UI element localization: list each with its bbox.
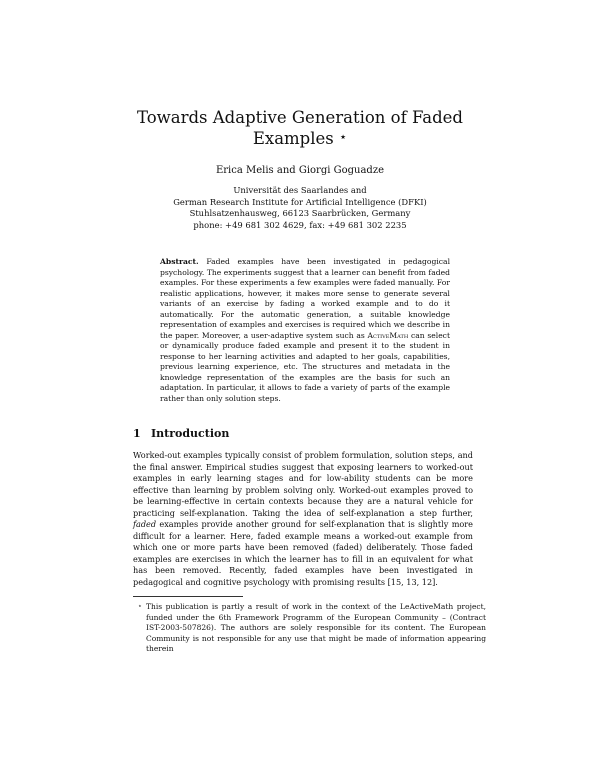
author-names: Erica Melis and Giorgi Goguadze bbox=[215, 165, 385, 176]
intro-text-2: examples provide another ground for self-explanation that is slightly more difficult for a learner. Here, faded example means a worked-out example from which one or more parts have been removed (faded) deliberately. Those faded examples are exercises in which the learner has to fill in an equivalent for what has been removed. Recently, faded examples have been investigated in pedagogical and cognitive psychology with promising results [15, 13, 12]. bbox=[133, 519, 473, 587]
footnote-mark: ⋆ bbox=[137, 602, 142, 610]
footnote bbox=[133, 601, 486, 655]
section-heading-introduction bbox=[133, 427, 473, 440]
title-line-2 bbox=[120, 128, 480, 149]
footnote-text: This publication is partly a result of work in the context of the LeActiveMath project, funded under the 6th Framework Programm of the European Community – (Contract IST-2003-507826). The authors are solely responsible for its content. The European Community is not responsible for any use that might be made of information appearing therein bbox=[146, 602, 486, 653]
title-line-2-text: Examples bbox=[252, 129, 334, 148]
section-number: 1 bbox=[133, 427, 141, 440]
abstract-label: Abstract. bbox=[160, 257, 199, 266]
affiliation-line-1: Universität des Saarlandes and bbox=[233, 185, 367, 195]
title-footnote-mark: ⋆ bbox=[339, 130, 348, 145]
affiliation-block bbox=[100, 185, 500, 231]
affiliation-line-2: German Research Institute for Artificial Intelligence (DFKI) bbox=[173, 196, 427, 207]
affiliation-line-3: Stuhlsatzenhausweg, 66123 Saarbrücken, Germany bbox=[189, 208, 411, 218]
introduction-paragraph bbox=[133, 450, 473, 588]
affiliation-line-4: phone: +49 681 302 4629, fax: +49 681 302 2235 bbox=[193, 219, 407, 230]
abstract bbox=[160, 257, 450, 404]
title-line-1: Towards Adaptive Generation of Faded bbox=[136, 108, 463, 127]
footnote-rule bbox=[133, 596, 243, 597]
intro-emphasis: faded bbox=[133, 519, 157, 529]
section-title: Introduction bbox=[151, 427, 230, 440]
abstract-text-2: can select or dynamically produce faded example and present it to the student in response to her learning activities and adapted to her goals, capabilities, previous learning experience, etc. The structures and metadata in the knowledge representation of the examples are the basis for such an adaptation. In particular, it allows to fade a variety of parts of the example rather than only solution steps. bbox=[160, 330, 450, 403]
paper-title bbox=[120, 108, 480, 149]
abstract-system-name: ActiveMath bbox=[367, 330, 409, 340]
intro-text-1: Worked-out examples typically consist of problem formulation, solution steps, and the final answer. Empirical studies suggest that exposing learners to worked-out examples in early learning stages and for low-ability students can be more effective than learning by problem solving only. Worked-out examples proved to be learning-effective in certain contexts because they are a natural vehicle for practicing self-explanation. Taking the idea of self-explanation a step further, bbox=[133, 450, 473, 518]
abstract-text-1: Faded examples have been investigated in pedagogical psychology. The experiments suggest that a learner can benefit from faded examples. For these experiments a few examples were faded manually. For realistic applications, however, it makes more sense to generate several variants of an exercise by fading a worked example and to do it automatically. For the automatic generation, a suitable knowledge representation of examples and exercises is required which we describe in the paper. Moreover, a user-adaptive system such as bbox=[160, 257, 450, 340]
